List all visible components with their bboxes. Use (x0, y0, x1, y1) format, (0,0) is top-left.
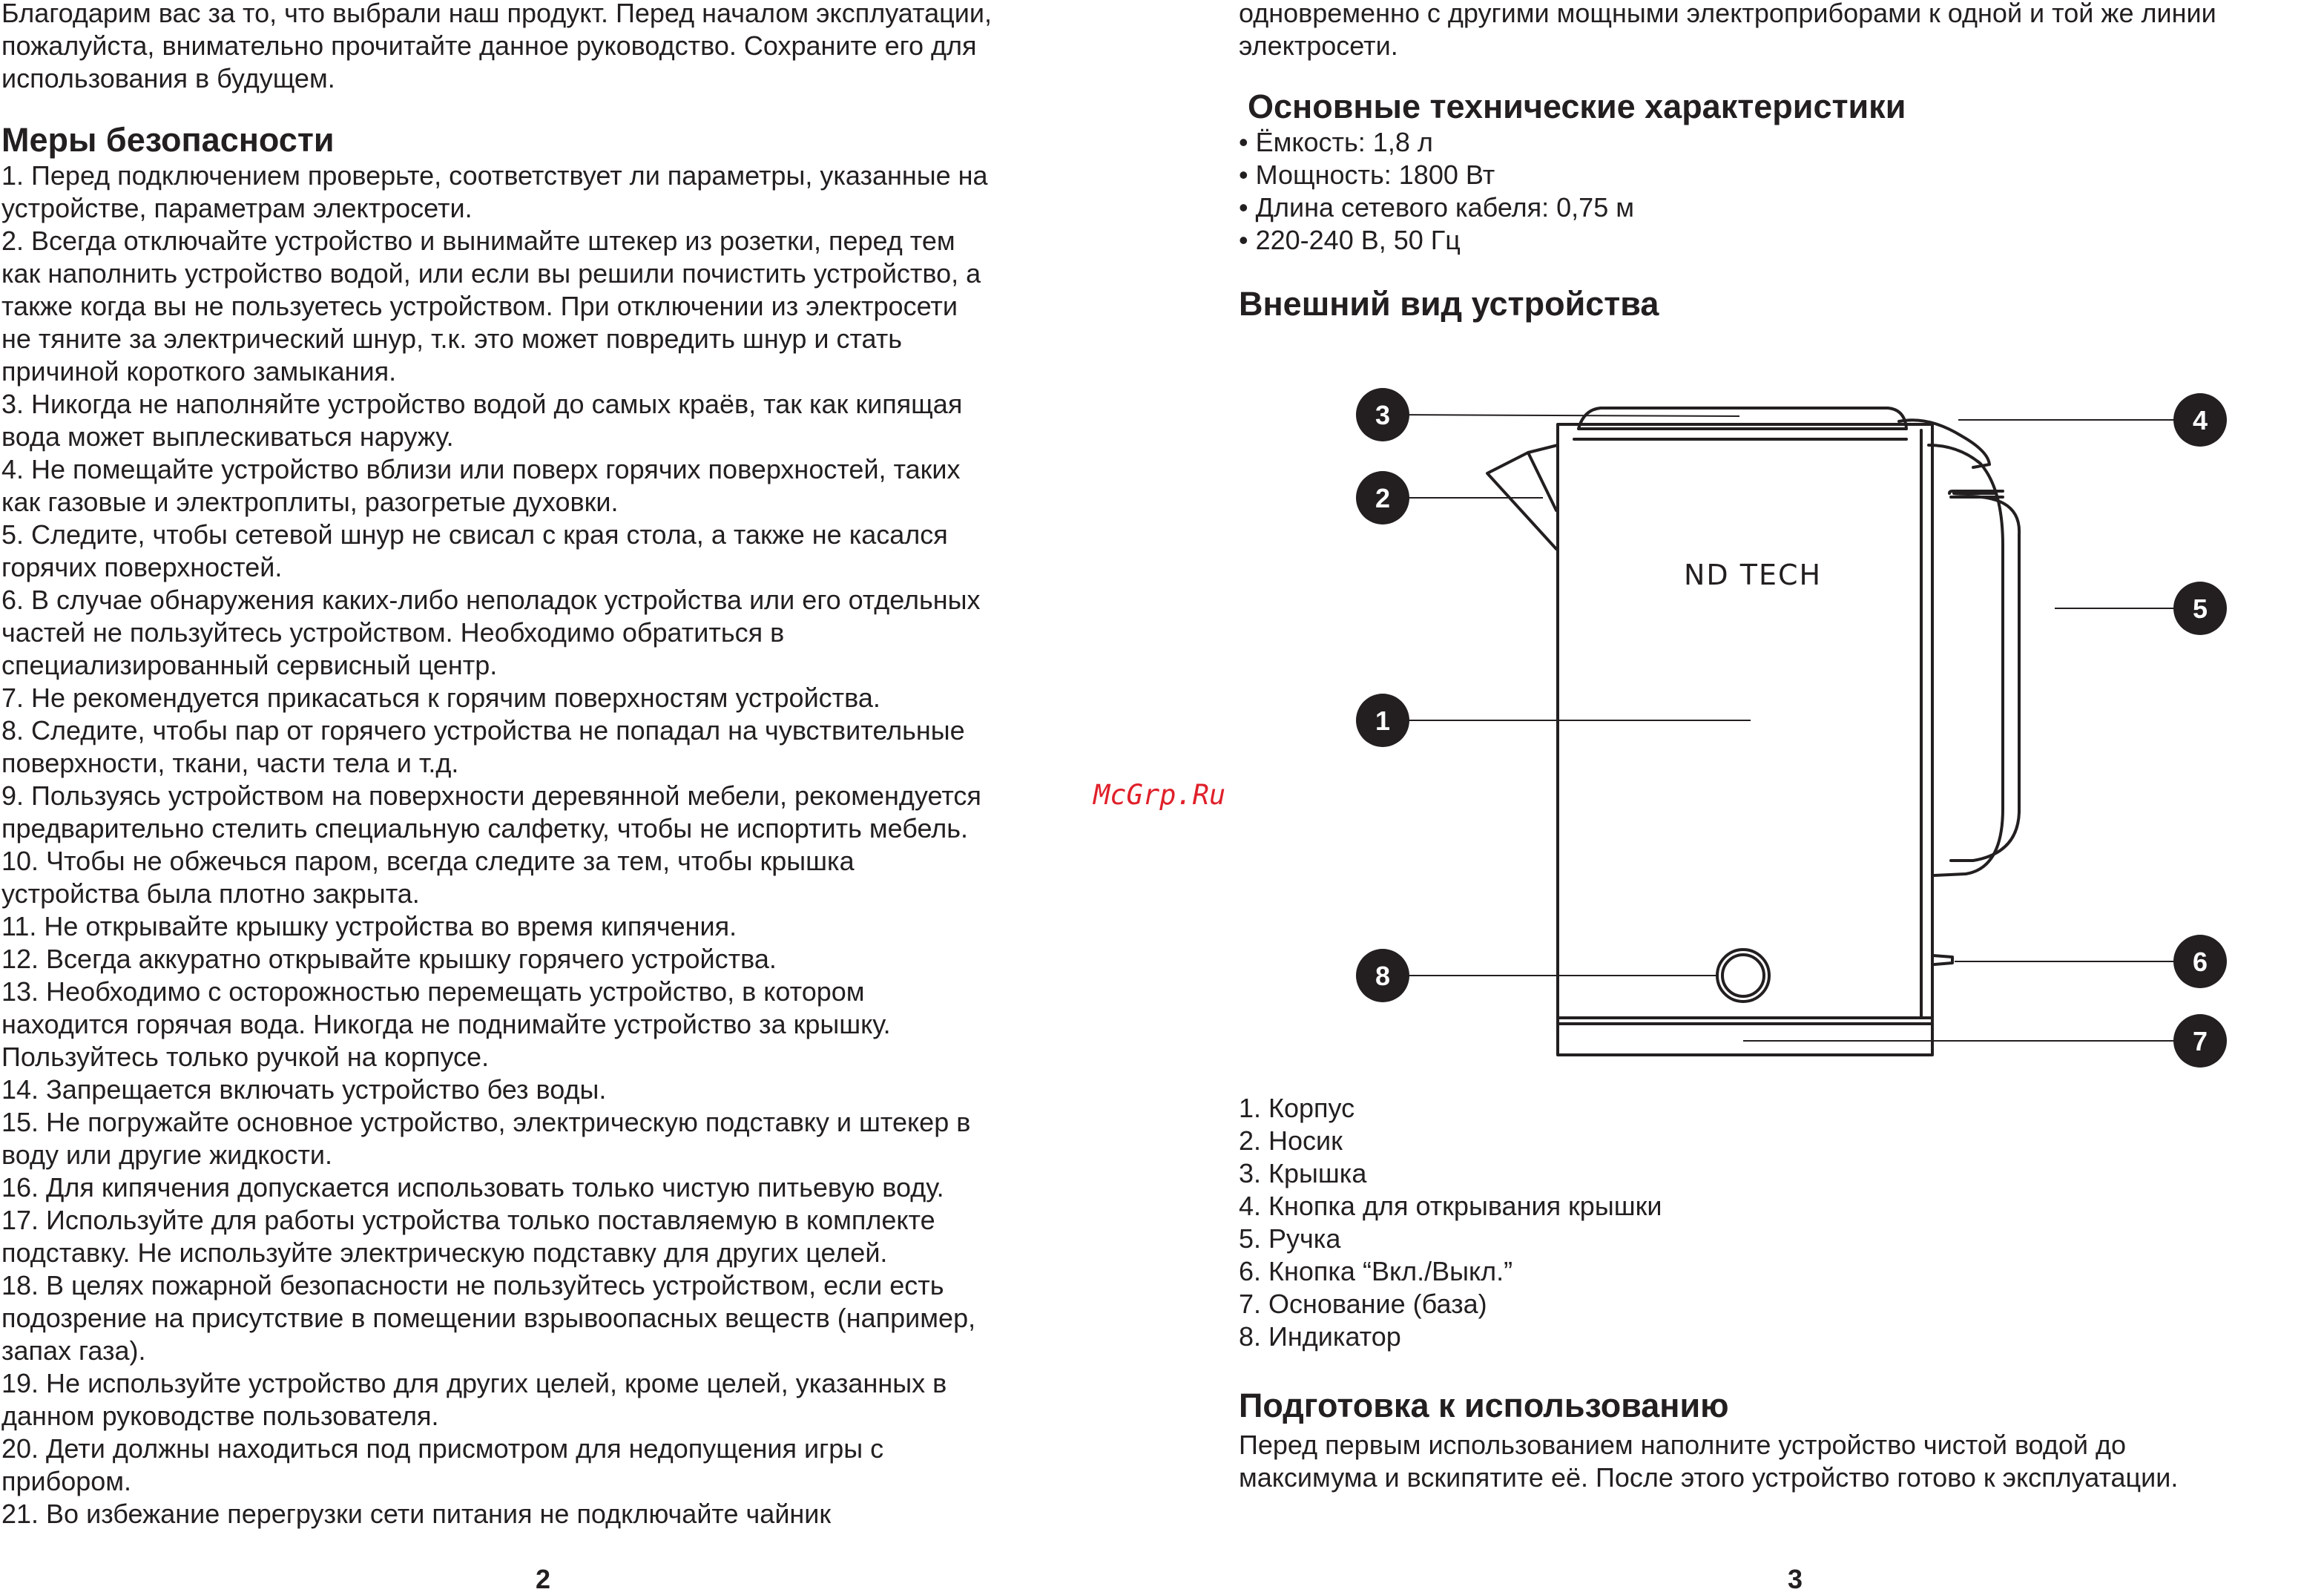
spec-item: • Мощность: 1800 Вт (1239, 160, 1495, 190)
safety-line: 2. Всегда отключайте устройство и вынимайте штекер из розетки, перед тем (1, 226, 955, 256)
intro-line: использования в будущем. (1, 63, 335, 93)
safety-line: также когда вы не пользуетесь устройством. При отключении из электросети (1, 291, 958, 321)
part-item: 2. Носик (1239, 1125, 1343, 1156)
callout-1 (1356, 694, 1409, 747)
callout-5-label: 5 (2192, 593, 2208, 624)
safety-line: 6. В случае обнаружения каких-либо неполадок устройства или его отдельных (1, 585, 981, 615)
kettle-handle (1929, 445, 2003, 875)
callout-7-label: 7 (2192, 1026, 2208, 1056)
specs-heading: Основные технические характеристики (1248, 88, 1906, 125)
safety-line: находится горячая вода. Никогда не поднимайте устройство за крышку. (1, 1009, 891, 1039)
safety-line: горячих поверхностей. (1, 552, 283, 582)
part-item: 4. Кнопка для открывания крышки (1239, 1191, 1662, 1221)
handle-grip (1951, 496, 2019, 861)
safety-line: как газовые и электроплиты, разогретые духовки. (1, 487, 619, 517)
brand-logo: ND TECH (1684, 559, 1823, 591)
watermark: McGrp.Ru (1093, 779, 1226, 811)
callout-1-label: 1 (1375, 706, 1391, 736)
safety-line: 4. Не помещайте устройство вблизи или поверх горячих поверхностей, таких (1, 454, 961, 484)
safety-line: устройства была плотно закрыта. (1, 878, 420, 909)
safety-line: поверхности, ткани, части тела и т.д. (1, 748, 459, 778)
intro-line: Благодарим вас за то, что выбрали наш продукт. Перед началом эксплуатации, (1, 0, 992, 28)
safety-line: 7. Не рекомендуется прикасаться к горячим поверхностям устройства. (1, 683, 880, 713)
callout-2 (1356, 471, 1409, 524)
safety-line: не тяните за электрический шнур, т.к. это может повредить шнур и стать (1, 323, 903, 354)
callout-6 (2173, 935, 2227, 988)
safety-line: 12. Всегда аккуратно открывайте крышку горячего устройства. (1, 944, 777, 974)
safety-line: прибором. (1, 1466, 132, 1496)
part-item: 1. Корпус (1239, 1093, 1355, 1123)
safety-line: устройстве, параметрам электросети. (1, 193, 473, 223)
safety-line: 19. Не используйте устройство для других целей, кроме целей, указанных в (1, 1368, 947, 1398)
safety-heading: Меры безопасности (1, 121, 335, 159)
kettle-diagram (1335, 371, 2262, 1083)
page-number-left: 2 (536, 1564, 551, 1594)
safety-line: 20. Дети должны находиться под присмотром для недопущения игры с (1, 1433, 884, 1464)
callout-5 (2173, 582, 2227, 635)
safety-line: 1. Перед подключением проверьте, соответствует ли параметры, указанные на (1, 160, 988, 191)
part-item: 8. Индикатор (1239, 1321, 1401, 1352)
safety-line: воду или другие жидкости. (1, 1139, 333, 1170)
safety-line: подозрение на присутствие в помещении взрывоопасных веществ (например, (1, 1303, 976, 1333)
callout-4 (2173, 393, 2227, 447)
safety-line: 15. Не погружайте основное устройство, электрическую подставку и штекер в (1, 1107, 971, 1137)
safety-line: 5. Следите, чтобы сетевой шнур не свисал с края стола, а также не касался (1, 519, 948, 550)
continuation-line: электросети. (1239, 30, 1398, 61)
callout-4-label: 4 (2192, 405, 2208, 435)
safety-line: данном руководстве пользователя. (1, 1401, 439, 1431)
safety-line: запах газа). (1, 1335, 146, 1366)
prep-line: максимума и вскипятите её. После этого устройство готово к эксплуатации. (1239, 1462, 2179, 1493)
spec-item: • Длина сетевого кабеля: 0,75 м (1239, 192, 1634, 223)
safety-line: предварительно стелить специальную салфетку, чтобы не испортить мебель. (1, 813, 969, 843)
safety-line: как наполнить устройство водой, или если вы решили почистить устройство, а (1, 258, 981, 289)
prep-heading: Подготовка к использованию (1239, 1387, 1729, 1424)
spec-item: • Ёмкость: 1,8 л (1239, 127, 1433, 157)
intro-line: пожалуйста, внимательно прочитайте данное руководство. Сохраните его для (1, 30, 977, 61)
safety-line: частей не пользуйтесь устройством. Необходимо обратиться в (1, 617, 785, 648)
part-item: 5. Ручка (1239, 1223, 1341, 1254)
callout-7 (2173, 1014, 2227, 1068)
safety-line: специализированный сервисный центр. (1, 650, 498, 680)
callout-2-label: 2 (1375, 483, 1391, 513)
safety-line: 13. Необходимо с осторожностью перемещать устройство, в котором (1, 976, 865, 1007)
spec-item: • 220-240 В, 50 Гц (1239, 225, 1461, 255)
safety-line: 16. Для кипячения допускается использовать только чистую питьевую воду. (1, 1172, 944, 1203)
safety-line: Пользуйтесь только ручкой на корпусе. (1, 1042, 490, 1072)
safety-line: 3. Никогда не наполняйте устройство водой до самых краёв, так как кипящая (1, 389, 963, 419)
safety-list (1, 160, 988, 1530)
safety-line: 21. Во избежание перегрузки сети питания не подключайте чайник (1, 1499, 832, 1529)
power-switch (1933, 956, 1952, 964)
continuation-line: одновременно с другими мощными электроприборами к одной и той же линии (1239, 0, 2216, 28)
part-item: 7. Основание (база) (1239, 1289, 1487, 1319)
safety-line: 11. Не открывайте крышку устройства во время кипячения. (1, 911, 737, 941)
parts-list (1239, 1092, 1662, 1353)
callout-3-label: 3 (1375, 400, 1391, 430)
part-item: 6. Кнопка “Вкл./Выкл.” (1239, 1256, 1513, 1286)
prep-line: Перед первым использованием наполните устройство чистой водой до (1239, 1430, 2127, 1460)
safety-line: причиной короткого замыкания. (1, 356, 397, 387)
safety-line: подставку. Не используйте электрическую подставку для других целей. (1, 1237, 888, 1268)
safety-line: 8. Следите, чтобы пар от горячего устройства не попадал на чувствительные (1, 715, 965, 746)
part-item: 3. Крышка (1239, 1158, 1367, 1188)
safety-line: 17. Используйте для работы устройства только поставляемую в комплекте (1, 1205, 935, 1235)
callout-8-label: 8 (1375, 961, 1391, 991)
safety-line: 18. В целях пожарной безопасности не пользуйтесь устройством, если есть (1, 1270, 944, 1300)
callout-3 (1356, 388, 1409, 441)
appearance-heading: Внешний вид устройства (1239, 285, 1659, 323)
safety-line: вода может выплескиваться наружу. (1, 421, 454, 452)
callout-8 (1356, 949, 1409, 1002)
specs-list (1239, 126, 1634, 257)
safety-line: 10. Чтобы не обжечься паром, всегда следите за тем, чтобы крышка (1, 846, 855, 876)
callout-6-label: 6 (2192, 947, 2208, 977)
safety-line: 14. Запрещается включать устройство без воды. (1, 1074, 607, 1105)
indicator-light (1717, 950, 1769, 1002)
safety-line: 9. Пользуясь устройством на поверхности деревянной мебели, рекомендуется (1, 780, 981, 811)
page-number-right: 3 (1788, 1564, 1803, 1594)
